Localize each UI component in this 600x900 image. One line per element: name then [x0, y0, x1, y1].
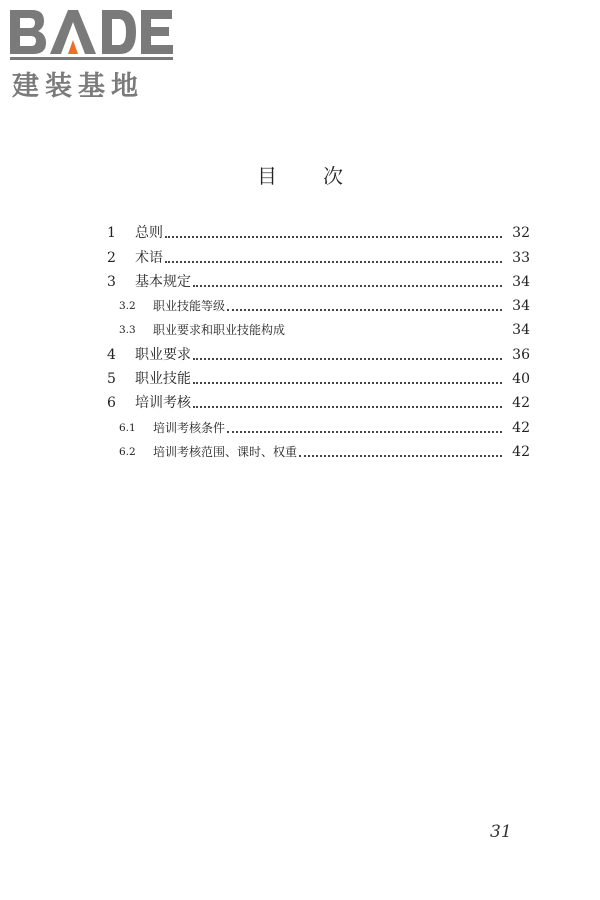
- toc-entry-label: 术语: [135, 249, 163, 266]
- toc-entry-page: 33: [512, 249, 530, 266]
- toc-entry-label: 职业要求和职业技能构成: [153, 323, 286, 338]
- toc-entry-number: 6.1: [119, 421, 136, 434]
- toc-entry-number: 1: [107, 225, 116, 242]
- toc-leader-dots: [227, 309, 502, 311]
- toc-entry-number: 3: [107, 273, 116, 290]
- logo-subtitle: 建装基地: [12, 71, 144, 102]
- toc-entry-6[interactable]: [100, 388, 530, 412]
- toc-entry-page: 40: [512, 371, 530, 388]
- toc-entry-label: 职业技能: [135, 371, 191, 388]
- toc-entry-label: 培训考核: [135, 395, 191, 412]
- toc-entry-label: 职业技能等级: [153, 299, 226, 314]
- toc-entry-number: 4: [107, 346, 116, 363]
- toc-leader-dots: [299, 455, 502, 457]
- toc-leader-dots: [193, 382, 502, 384]
- toc-leader-dots: [193, 358, 502, 360]
- toc-title-char-2: 次: [323, 164, 343, 188]
- toc-entry-page: 42: [512, 443, 530, 460]
- toc-entry-label: 基本规定: [135, 273, 191, 290]
- toc-entry-5[interactable]: [100, 364, 530, 388]
- toc-entry-3[interactable]: [100, 267, 530, 291]
- toc-leader-dots: [287, 333, 502, 335]
- bade-logo-mark: [8, 6, 176, 62]
- toc-entry-label: 培训考核范围、课时、权重: [153, 444, 298, 459]
- toc-entry-6-1[interactable]: [100, 412, 530, 436]
- toc-entry-page: 36: [512, 346, 530, 363]
- toc-entry-label: 职业要求: [135, 346, 191, 363]
- toc-entry-page: 32: [512, 225, 530, 242]
- toc-entry-6-2[interactable]: [100, 437, 530, 461]
- toc-entry-label: 总则: [135, 225, 163, 242]
- toc-entry-page: 34: [512, 322, 530, 339]
- toc-title: [0, 160, 600, 189]
- toc-entry-number: 5: [107, 371, 116, 388]
- toc-leader-dots: [165, 261, 502, 263]
- toc-entry-number: 2: [107, 249, 116, 266]
- toc-entry-1[interactable]: [100, 218, 530, 242]
- toc-entry-number: 6.2: [119, 445, 136, 458]
- toc-leader-dots: [165, 236, 502, 238]
- toc-entry-number: 3.3: [119, 324, 136, 337]
- toc-entry-label: 培训考核条件: [153, 420, 226, 435]
- toc-entry-number: 6: [107, 395, 116, 412]
- toc-leader-dots: [193, 406, 502, 408]
- toc-entry-page: 34: [512, 298, 530, 315]
- toc-title-char-1: 目: [257, 164, 277, 188]
- toc-entry-3-3[interactable]: [100, 315, 530, 339]
- bade-logo: [8, 6, 176, 102]
- toc-entry-page: 42: [512, 395, 530, 412]
- table-of-contents: [100, 218, 530, 461]
- toc-entry-number: 3.2: [119, 300, 136, 313]
- toc-leader-dots: [193, 285, 502, 287]
- toc-leader-dots: [227, 431, 502, 433]
- toc-entry-page: 34: [512, 273, 530, 290]
- toc-entry-3-2[interactable]: [100, 291, 530, 315]
- page-number: 31: [490, 822, 512, 842]
- toc-entry-2[interactable]: [100, 242, 530, 266]
- toc-entry-page: 42: [512, 419, 530, 436]
- toc-entry-4[interactable]: [100, 339, 530, 363]
